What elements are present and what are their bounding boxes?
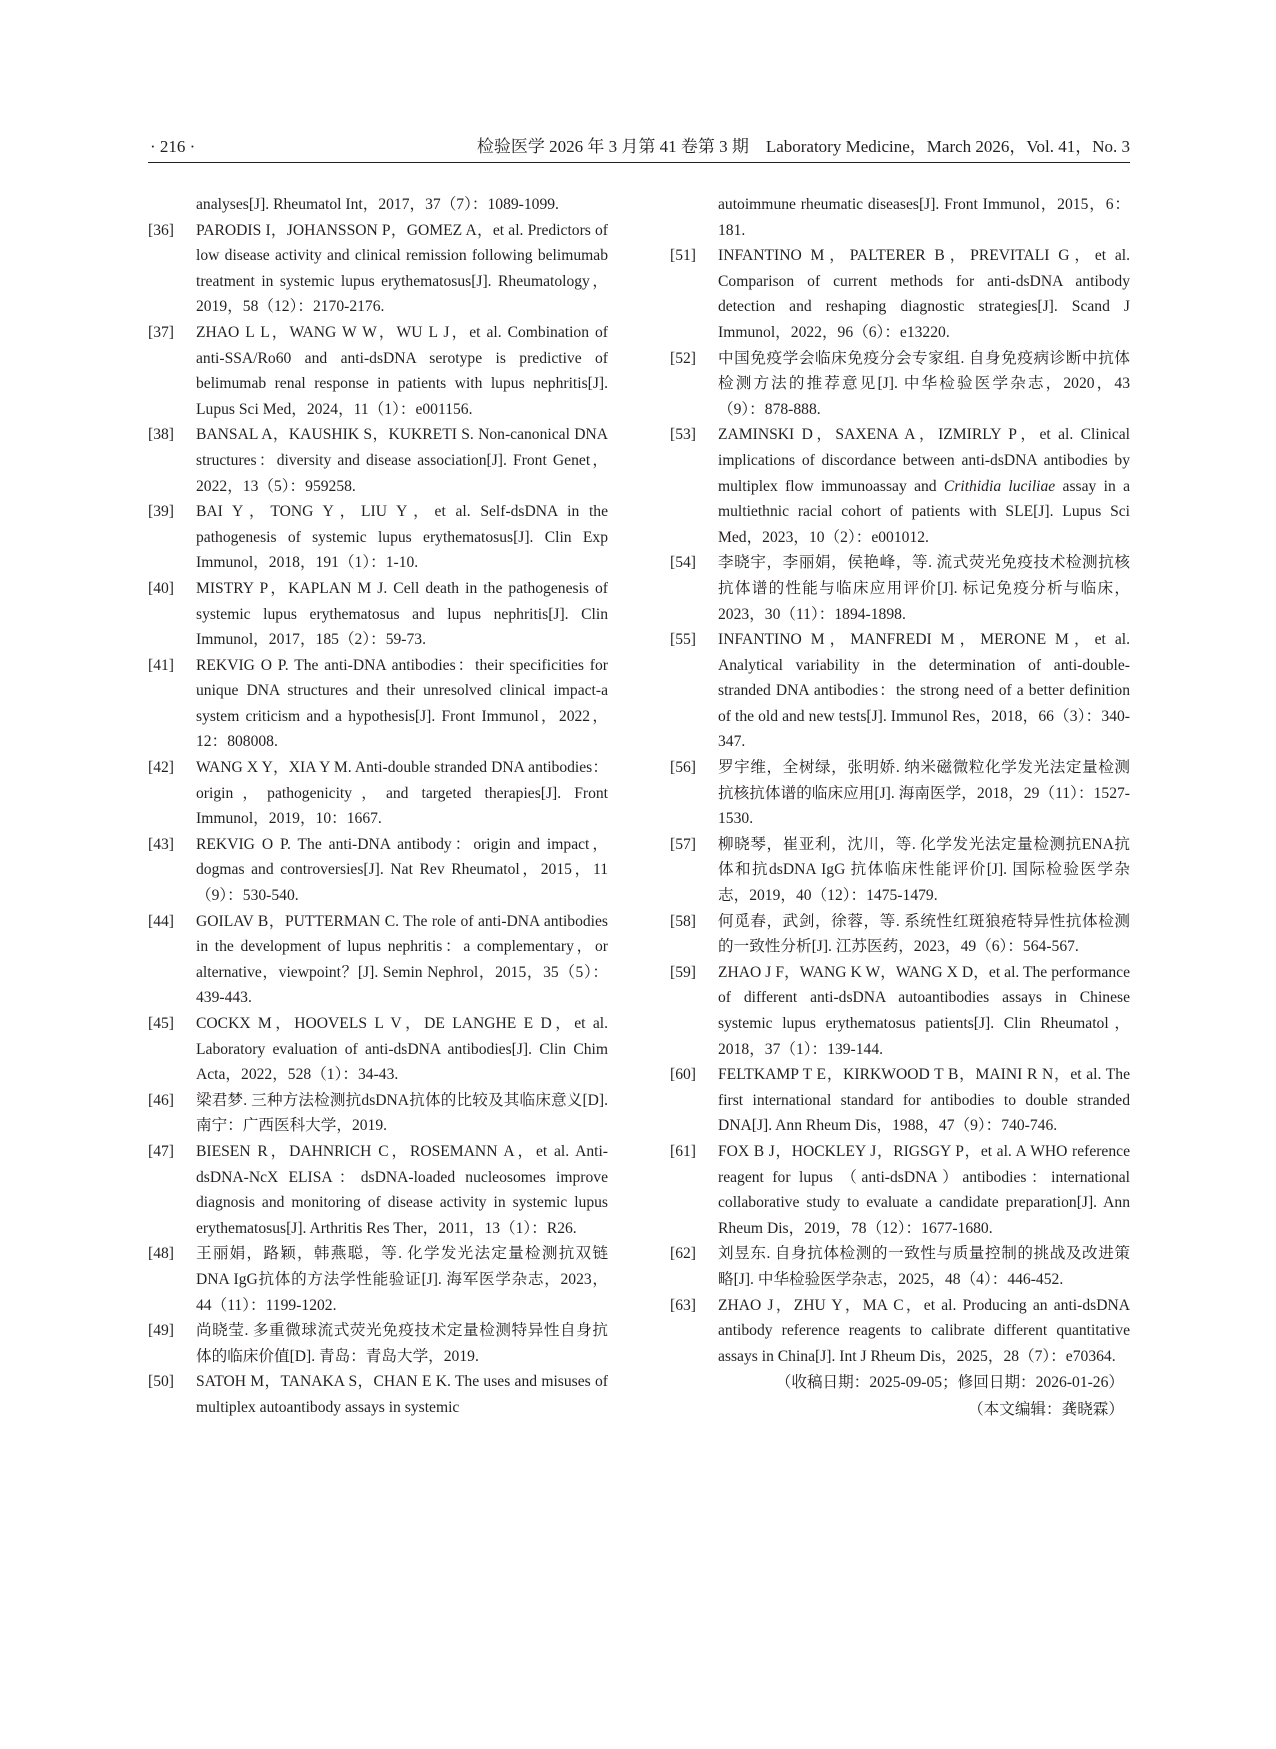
reference-entry bbox=[148, 499, 608, 576]
reference-text: 李晓宇，李丽娟，侯艳峰，等. 流式荧光免疫技术检测抗核抗体谱的性能与临床应用评价[J]. 标记免疫分析与临床，2023，30（11）：1894-1898. bbox=[718, 554, 1130, 623]
reference-text: REKVIG O P. The anti-DNA antibodies：their specificities for unique DNA structures and their unresolved clinical impact-a system criticism and a hypothesis[J]. Front Immunol，2022，12：808008. bbox=[196, 656, 608, 751]
reference-entry bbox=[670, 1241, 1130, 1292]
reference-number: [56] bbox=[670, 759, 696, 777]
reference-number: [37] bbox=[148, 323, 174, 341]
reference-number: [42] bbox=[148, 759, 174, 777]
reference-entry bbox=[670, 1062, 1130, 1139]
reference-text: 梁君梦. 三种方法检测抗dsDNA抗体的比较及其临床意义[D]. 南宁：广西医科大学，2019. bbox=[196, 1091, 608, 1135]
reference-text: 柳晓琴，崔亚利，沈川，等. 化学发光法定量检测抗ENA抗体和抗dsDNA IgG 抗体临床性能评价[J]. 国际检验医学杂志，2019，40（12）：1475-1479. bbox=[718, 835, 1130, 905]
reference-text: ZAMINSKI D，SAXENA A，IZMIRLY P，et al. Clinical implications of discordance between anti-dsDNA antibodies by multiplex flow immunoassay and Crithidia luciliae assay in a multiethnic racial cohort of patients with SLE[J]. Lupus Sci Med，2023，10（2）：e001012. bbox=[718, 426, 1130, 546]
reference-text: 尚晓莹. 多重微球流式荧光免疫技术定量检测特异性自身抗体的临床价值[D]. 青岛：青岛大学，2019. bbox=[196, 1322, 608, 1365]
reference-text: BAI Y，TONG Y，LIU Y，et al. Self-dsDNA in the pathogenesis of systemic lupus erythematosus[J]. Clin Exp Immunol，2018，191（1）：1-10. bbox=[196, 503, 608, 572]
references-right-column bbox=[670, 192, 1130, 1423]
reference-text: MISTRY P，KAPLAN M J. Cell death in the pathogenesis of systemic lupus erythematosus and lupus nephritis[J]. Clin Immunol，2017，185（2）：59-73. bbox=[196, 579, 608, 649]
article-end-notes bbox=[670, 1369, 1130, 1423]
reference-number: [47] bbox=[148, 1142, 174, 1160]
reference-text: ZHAO J F，WANG K W，WANG X D，et al. The performance of different anti-dsDNA autoantibodies assays in Chinese systemic lupus erythematosus patients[J]. Clin Rheumatol，2018，37（1）：139-144. bbox=[718, 963, 1130, 1058]
reference-text: COCKX M，HOOVELS L V，DE LANGHE E D，et al. Laboratory evaluation of anti-dsDNA antibodies[J]. Clin Chim Acta，2022，528（1）：34-43. bbox=[196, 1015, 608, 1084]
reference-text: GOILAV B，PUTTERMAN C. The role of anti-DNA antibodies in the development of lupus nephritis：a complementary，or alternative，viewpoint？[J]. Semin Nephrol，2015，35（5）：439-443. bbox=[196, 912, 608, 1007]
reference-text: 刘昱东. 自身抗体检测的一致性与质量控制的挑战及改进策略[J]. 中华检验医学杂志，2025，48（4）：446-452. bbox=[718, 1245, 1130, 1288]
reference-number: [54] bbox=[670, 554, 696, 572]
reference-entry bbox=[148, 1139, 608, 1241]
reference-entry bbox=[670, 755, 1130, 832]
reference-text: ZHAO L L，WANG W W，WU L J，et al. Combination of anti-SSA/Ro60 and anti-dsDNA serotype is predictive of belimumab renal response in patients with lupus nephritis[J]. Lupus Sci Med，2024，11（1）：e001156. bbox=[196, 323, 608, 418]
reference-text: REKVIG O P. The anti-DNA antibody：origin and impact，dogmas and controversies[J]. Nat Rev Rheumatol，2015，11（9）：530-540. bbox=[196, 835, 608, 905]
reference-entry bbox=[148, 320, 608, 422]
reference-entry bbox=[148, 1011, 608, 1088]
reference-text: SATOH M，TANAKA S，CHAN E K. The uses and misuses of multiplex autoantibody assays in systemic bbox=[196, 1373, 608, 1416]
reference-entry bbox=[148, 218, 608, 320]
reference-entry bbox=[148, 1241, 608, 1318]
reference-number: [46] bbox=[148, 1091, 174, 1109]
reference-number: [62] bbox=[670, 1245, 696, 1263]
reference-entry bbox=[670, 832, 1130, 909]
reference-number: [49] bbox=[148, 1322, 174, 1340]
reference-text: ZHAO J，ZHU Y，MA C，et al. Producing an anti-dsDNA antibody reference reagents to calibrate different quantitative assays in China[J]. Int J Rheum Dis，2025，28（7）：e70364. bbox=[718, 1296, 1130, 1365]
reference-number: [53] bbox=[670, 426, 696, 444]
reference-number: [40] bbox=[148, 579, 174, 597]
journal-running-title: 检验医学 2026 年 3 月第 41 卷第 3 期 Laboratory Medicine，March 2026，Vol. 41，No. 3 bbox=[476, 137, 1130, 156]
reference-number: [58] bbox=[670, 912, 696, 930]
reference-entry bbox=[670, 627, 1130, 755]
reference-text: 王丽娟，路颖，韩燕聪，等. 化学发光法定量检测抗双链DNA IgG抗体的方法学性能验证[J]. 海军医学杂志，2023，44（11）：1199-1202. bbox=[196, 1245, 608, 1314]
reference-number: [41] bbox=[148, 656, 174, 674]
reference-number: [48] bbox=[148, 1245, 174, 1263]
reference-number: [38] bbox=[148, 426, 174, 444]
reference-number: [57] bbox=[670, 835, 696, 853]
page-number: · 216 · bbox=[150, 137, 196, 156]
reference-entry bbox=[148, 422, 608, 499]
reference-entry bbox=[670, 1293, 1130, 1370]
reference-entry bbox=[670, 1139, 1130, 1241]
reference-entry bbox=[148, 1369, 608, 1420]
reference-number: [39] bbox=[148, 503, 174, 521]
reference-entry bbox=[670, 192, 1130, 243]
reference-text: 罗宇维，全树绿，张明娇. 纳米磁微粒化学发光法定量检测抗核抗体谱的临床应用[J]. 海南医学，2018，29（11）：1527-1530. bbox=[718, 759, 1130, 828]
reference-entry bbox=[670, 550, 1130, 627]
reference-number: [59] bbox=[670, 963, 696, 981]
reference-entry bbox=[148, 653, 608, 755]
reference-number: [60] bbox=[670, 1066, 696, 1084]
reference-number: [55] bbox=[670, 631, 696, 649]
reference-entry bbox=[670, 909, 1130, 960]
reference-entry bbox=[148, 832, 608, 909]
editor-credit: （本文编辑：龚晓霖） bbox=[968, 1401, 1124, 1419]
reference-entry bbox=[148, 755, 608, 832]
reference-entry bbox=[670, 346, 1130, 423]
reference-number: [52] bbox=[670, 349, 696, 367]
reference-text: analyses[J]. Rheumatol Int，2017，37（7）：1089-1099. bbox=[196, 196, 559, 213]
reference-text: WANG X Y，XIA Y M. Anti-double stranded DNA antibodies：origin，pathogenicity，and targeted therapies[J]. Front Immunol，2019，10：1667. bbox=[196, 759, 608, 828]
reference-number: [63] bbox=[670, 1296, 696, 1314]
reference-number: [45] bbox=[148, 1015, 174, 1032]
reference-number: [50] bbox=[148, 1373, 174, 1391]
right-reference-list bbox=[670, 192, 1130, 1369]
reference-text: 何觅春，武剑，徐蓉，等. 系统性红斑狼疮特异性抗体检测的一致性分析[J]. 江苏医药，2023，49（6）：564-567. bbox=[718, 912, 1130, 956]
reference-entry bbox=[148, 192, 608, 218]
reference-entry bbox=[148, 909, 608, 1011]
reference-text: 中国免疫学会临床免疫分会专家组. 自身免疫病诊断中抗体检测方法的推荐意见[J]. 中华检验医学杂志，2020，43（9）：878-888. bbox=[718, 349, 1130, 418]
reference-number: [43] bbox=[148, 835, 174, 853]
reference-entry bbox=[670, 960, 1130, 1062]
reference-entry bbox=[670, 422, 1130, 550]
reference-entry bbox=[148, 1088, 608, 1139]
reference-entry bbox=[670, 243, 1130, 345]
reference-text: autoimmune rheumatic diseases[J]. Front Immunol，2015，6：181. bbox=[718, 196, 1130, 239]
reference-text: INFANTINO M，PALTERER B，PREVITALI G，et al. Comparison of current methods for anti-dsDNA antibody detection and reshaping diagnostic strategies[J]. Scand J Immunol，2022，96（6）：e13220. bbox=[718, 247, 1130, 341]
reference-text: BIESEN R，DAHNRICH C，ROSEMANN A，et al. Anti-dsDNA-NcX ELISA：dsDNA-loaded nucleosomes improve diagnosis and monitoring of disease activity in systemic lupus erythematosus[J]. Arthritis Res Ther，2011，13（1）：R26. bbox=[196, 1142, 608, 1237]
reference-number: [44] bbox=[148, 912, 174, 930]
reference-text: INFANTINO M，MANFREDI M，MERONE M，et al. Analytical variability in the determination of anti-double-stranded DNA antibodies：the strong need of a better definition of the old and new tests[J]. Immunol Res，2018，66（3）：340-347. bbox=[718, 631, 1130, 751]
reference-number: [36] bbox=[148, 221, 174, 239]
reference-number: [61] bbox=[670, 1142, 696, 1160]
reference-text: FELTKAMP T E，KIRKWOOD T B，MAINI R N，et al. The first international standard for antibodies to double stranded DNA[J]. Ann Rheum Dis，1988，47（9）：740-746. bbox=[718, 1066, 1130, 1135]
reference-entry bbox=[148, 1318, 608, 1369]
reference-text: BANSAL A，KAUSHIK S，KUKRETI S. Non-canonical DNA structures：diversity and disease association[J]. Front Genet，2022，13（5）：959258. bbox=[196, 426, 608, 495]
references-left-column bbox=[148, 192, 608, 1421]
reference-entry bbox=[148, 576, 608, 653]
received-dates: （收稿日期：2025-09-05；修回日期：2026-01-26） bbox=[775, 1374, 1124, 1392]
reference-text: PARODIS I，JOHANSSON P，GOMEZ A，et al. Predictors of low disease activity and clinical remission following belimumab treatment in systemic lupus erythematosus[J]. Rheumatology，2019，58（12）：2170-2176. bbox=[196, 221, 608, 316]
reference-text: FOX B J，HOCKLEY J，RIGSGY P，et al. A WHO reference reagent for lupus （anti-dsDNA）antibodies：international collaborative study to evaluate a candidate preparation[J]. Ann Rheum Dis，2019，78（12）：1677-1680. bbox=[718, 1142, 1130, 1237]
reference-number: [51] bbox=[670, 247, 696, 265]
page-header bbox=[148, 132, 1130, 163]
